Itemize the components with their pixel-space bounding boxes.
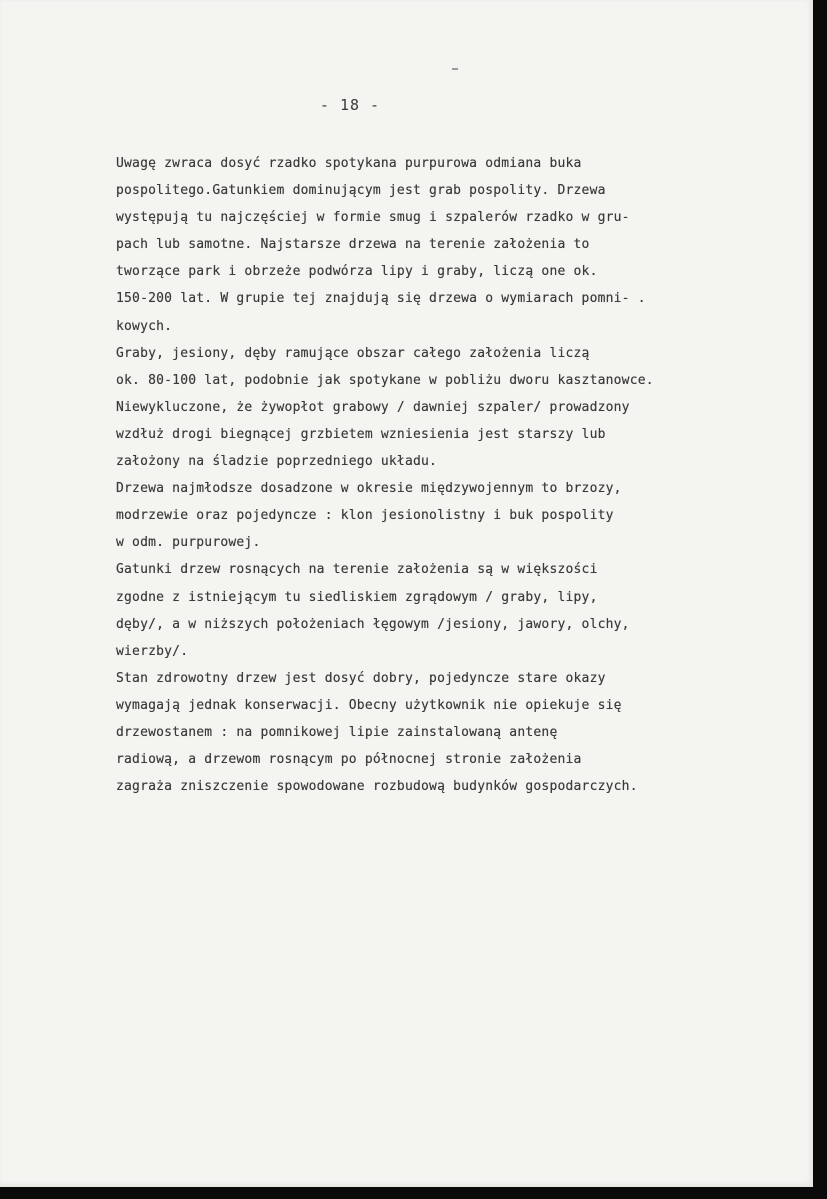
text-line: założony na śladzie poprzedniego układu. bbox=[116, 454, 438, 470]
text-line: pospolitego.Gatunkiem dominującym jest grab pospolity. Drzewa bbox=[116, 183, 606, 199]
text-line: 150-200 lat. W grupie tej znajdują się drzewa o wymiarach pomni- . bbox=[116, 291, 646, 307]
text-line: kowych. bbox=[116, 318, 173, 334]
text-line: Drzewa najmłodsze dosadzone w okresie międzywojennym to brzozy, bbox=[116, 481, 622, 497]
text-line: Stan zdrowotny drzew jest dosyć dobry, pojedyncze stare okazy bbox=[116, 670, 606, 686]
text-line: w odm. purpurowej. bbox=[116, 535, 261, 551]
text-line: Uwagę zwraca dosyć rzadko spotykana purpurowa odmiana buka bbox=[116, 156, 582, 171]
text-line: występują tu najczęściej w formie smug i szpalerów rzadko w gru- bbox=[116, 210, 630, 226]
text-line: modrzewie oraz pojedyncze : klon jesionolistny i buk pospolity bbox=[116, 508, 614, 524]
text-line: zagraża zniszczenie spowodowane rozbudową budynków gospodarczych. bbox=[116, 779, 638, 795]
text-line: Gatunki drzew rosnących na terenie założenia są w większości bbox=[116, 562, 598, 578]
text-line: tworzące park i obrzeże podwórza lipy i graby, liczą one ok. bbox=[116, 264, 598, 280]
text-line: wymagają jednak konserwacji. Obecny użytkownik nie opiekuje się bbox=[116, 697, 622, 713]
text-line: dęby/, a w niższych położeniach łęgowym /jesiony, jawory, olchy, bbox=[116, 616, 630, 632]
text-line: radiową, a drzewom rosnącym po północnej stronie założenia bbox=[116, 752, 582, 768]
scan-border-right bbox=[813, 0, 827, 1199]
text-line: Graby, jesiony, dęby ramujące obszar całego założenia liczą bbox=[116, 345, 590, 361]
text-line: ok. 80-100 lat, podobnie jak spotykane w pobliżu dworu kasztanowce. bbox=[116, 372, 654, 388]
text-line: drzewostanem : na pomnikowej lipie zainstalowaną antenę bbox=[116, 724, 558, 740]
text-line: pach lub samotne. Najstarsze drzewa na terenie założenia to bbox=[116, 237, 590, 253]
page-number: - 18 - bbox=[319, 96, 381, 114]
text-line: zgodne z istniejącym tu siedliskiem zgrądowym / graby, lipy, bbox=[116, 589, 598, 605]
body-text bbox=[116, 150, 808, 800]
stray-mark bbox=[452, 68, 458, 70]
scan-border-bottom bbox=[0, 1187, 827, 1199]
text-line: wzdłuż drogi biegnącej grzbietem wzniesienia jest starszy lub bbox=[116, 426, 606, 442]
text-line: wierzby/. bbox=[116, 643, 189, 659]
text-line: Niewykluczone, że żywopłot grabowy / dawniej szpaler/ prowadzony bbox=[116, 399, 630, 415]
